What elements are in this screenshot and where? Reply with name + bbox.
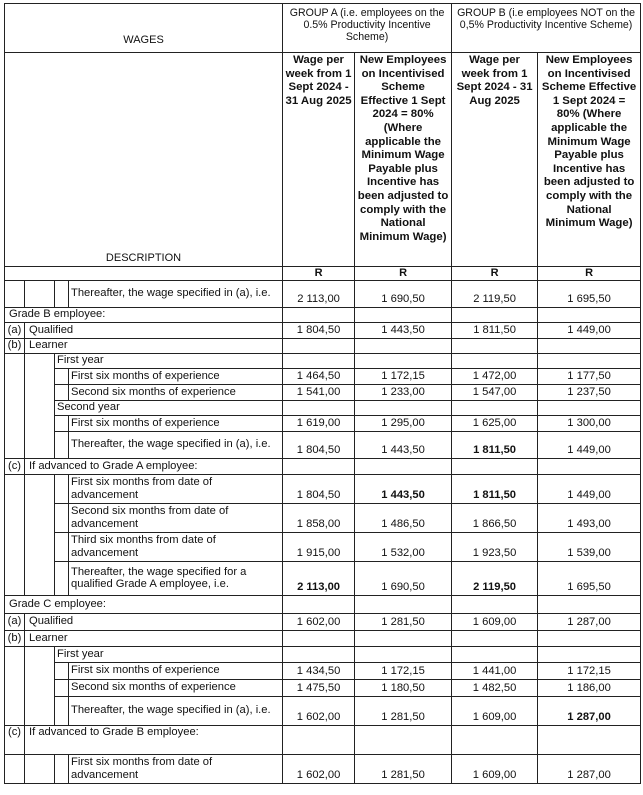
cell-value: 1 300,00 — [538, 415, 641, 431]
row-label: If advanced to Grade A employee: — [25, 458, 283, 474]
cell-value: 1 609,00 — [452, 754, 538, 783]
cell-value: 1 443,50 — [355, 431, 452, 458]
row-label: Thereafter, the wage specified in (a), i.e. — [69, 431, 283, 458]
cell-value: 1 695,50 — [538, 280, 641, 307]
cell-value: 1 547,00 — [452, 384, 538, 400]
cell-value: 1 915,00 — [283, 532, 355, 561]
table-row — [5, 431, 641, 458]
cell-value: 1 441,00 — [452, 662, 538, 679]
table-row — [5, 561, 641, 595]
cell-value: 1 619,00 — [283, 415, 355, 431]
cell-value: 1 858,00 — [283, 503, 355, 532]
row-label: Qualified — [25, 322, 283, 338]
cell-value: 1 295,00 — [355, 415, 452, 431]
cell-value: 1 625,00 — [452, 415, 538, 431]
cell-value: 2 113,00 — [283, 561, 355, 595]
cell-value: 1 475,50 — [283, 679, 355, 696]
table-row — [5, 679, 641, 696]
cell-value: 1 811,50 — [452, 431, 538, 458]
row-label: Qualified — [25, 613, 283, 630]
cell-value: 1 486,50 — [355, 503, 452, 532]
table-row — [5, 474, 641, 503]
row-label: Second six months of experience — [69, 384, 283, 400]
cell-value: 2 119,50 — [452, 561, 538, 595]
table-row — [5, 415, 641, 431]
cell-value: 1 609,00 — [452, 613, 538, 630]
row-label: First year — [55, 646, 283, 662]
table-row — [5, 662, 641, 679]
cell-value: 1 804,50 — [283, 431, 355, 458]
group-a-header: GROUP A (i.e. employees on the 0.5% Productivity Incentive Scheme) — [283, 4, 452, 53]
table-row — [5, 630, 641, 646]
cell-value: 1 541,00 — [283, 384, 355, 400]
cell-value: 1 539,00 — [538, 532, 641, 561]
group-b-wage-header: Wage per week from 1 Sept 2024 - 31 Aug 2025 — [452, 53, 538, 267]
cell-value: 1 690,50 — [355, 561, 452, 595]
row-label: Second year — [55, 400, 283, 415]
cell-value: 1 281,50 — [355, 613, 452, 630]
description-header: DESCRIPTION — [5, 53, 283, 267]
row-index: (c) — [5, 725, 25, 754]
currency-label: R — [452, 267, 538, 281]
row-label: Thereafter, the wage specified in (a), i.e. — [69, 280, 283, 307]
group-b-header: GROUP B (i.e employees NOT on the 0,5% Productivity Incentive Scheme) — [452, 4, 641, 53]
cell-value: 1 609,00 — [452, 696, 538, 725]
table-row — [5, 280, 641, 307]
cell-value: 1 811,50 — [452, 474, 538, 503]
cell-value: 1 434,50 — [283, 662, 355, 679]
table-row — [5, 725, 641, 754]
cell-value: 1 443,50 — [355, 322, 452, 338]
table-row — [5, 322, 641, 338]
cell-value: 1 449,00 — [538, 431, 641, 458]
row-label: Thereafter, the wage specified for a qualified Grade A employee, i.e. — [69, 561, 283, 595]
cell-value: 1 281,50 — [355, 696, 452, 725]
row-label: First six months from date of advancement — [69, 754, 283, 783]
cell-value: 1 186,00 — [538, 679, 641, 696]
row-index: (a) — [5, 613, 25, 630]
row-label: First six months of experience — [69, 368, 283, 384]
cell-value: 1 237,50 — [538, 384, 641, 400]
cell-value: 1 804,50 — [283, 474, 355, 503]
group-a-new-employees-header: New Employees on Incentivised Scheme Effective 1 Sept 2024 = 80% (Where applicable the Minimum Wage Payable plus Incentive has been adjusted to comply with the National Minimum Wage) — [355, 53, 452, 267]
cell-value: 1 493,00 — [538, 503, 641, 532]
table-row — [5, 646, 641, 662]
table-row — [5, 400, 641, 415]
group-b-new-employees-header: New Employees on Incentivised Scheme Effective 1 Sept 2024 = 80% (Where applicable the Minimum Wage Payable plus Incentive has been adjusted to comply with the National Minimum Wage) — [538, 53, 641, 267]
table-row — [5, 353, 641, 368]
row-index: (b) — [5, 338, 25, 353]
cell-value: 1 472,00 — [452, 368, 538, 384]
table-row — [5, 696, 641, 725]
section-heading-row — [5, 595, 641, 613]
cell-value: 1 449,00 — [538, 474, 641, 503]
table-row — [5, 613, 641, 630]
wage-table — [4, 3, 641, 784]
currency-label: R — [355, 267, 452, 281]
grade-b-heading: Grade B employee: — [5, 307, 283, 322]
row-label: Third six months from date of advancement — [69, 532, 283, 561]
row-label: First year — [55, 353, 283, 368]
cell-value: 1 449,00 — [538, 322, 641, 338]
table-row — [5, 503, 641, 532]
row-label: First six months from date of advancement — [69, 474, 283, 503]
table-row — [5, 532, 641, 561]
cell-value: 1 233,00 — [355, 384, 452, 400]
table-row — [5, 368, 641, 384]
cell-value: 1 177,50 — [538, 368, 641, 384]
row-label: Second six months of experience — [69, 679, 283, 696]
section-heading-row — [5, 307, 641, 322]
cell-value: 1 287,00 — [538, 613, 641, 630]
currency-row — [5, 267, 641, 281]
cell-value: 2 113,00 — [283, 280, 355, 307]
cell-value: 1 287,00 — [538, 754, 641, 783]
cell-value: 1 804,50 — [283, 322, 355, 338]
cell-value: 1 172,15 — [355, 368, 452, 384]
cell-value: 1 695,50 — [538, 561, 641, 595]
row-label: First six months of experience — [69, 415, 283, 431]
currency-label: R — [283, 267, 355, 281]
row-index: (b) — [5, 630, 25, 646]
table-row — [5, 754, 641, 783]
cell-value: 1 172,15 — [355, 662, 452, 679]
cell-value: 1 443,50 — [355, 474, 452, 503]
table-row — [5, 338, 641, 353]
cell-value: 1 690,50 — [355, 280, 452, 307]
cell-value: 1 287,00 — [538, 696, 641, 725]
row-index: (a) — [5, 322, 25, 338]
row-label: Learner — [25, 630, 283, 646]
cell-value: 1 281,50 — [355, 754, 452, 783]
row-label: Learner — [25, 338, 283, 353]
cell-value: 1 811,50 — [452, 322, 538, 338]
table-row — [5, 384, 641, 400]
cell-value: 1 172,15 — [538, 662, 641, 679]
row-label: First six months of experience — [69, 662, 283, 679]
cell-value: 1 180,50 — [355, 679, 452, 696]
row-label: If advanced to Grade B employee: — [25, 725, 283, 754]
cell-value: 1 923,50 — [452, 532, 538, 561]
cell-value: 1 602,00 — [283, 696, 355, 725]
cell-value: 1 464,50 — [283, 368, 355, 384]
row-index: (c) — [5, 458, 25, 474]
table-row — [5, 458, 641, 474]
group-a-wage-header: Wage per week from 1 Sept 2024 - 31 Aug 2025 — [283, 53, 355, 267]
row-label: Second six months from date of advancement — [69, 503, 283, 532]
cell-value: 1 482,50 — [452, 679, 538, 696]
cell-value: 1 602,00 — [283, 754, 355, 783]
cell-value: 1 602,00 — [283, 613, 355, 630]
currency-label: R — [538, 267, 641, 281]
row-label: Thereafter, the wage specified in (a), i.e. — [69, 696, 283, 725]
cell-value: 1 866,50 — [452, 503, 538, 532]
grade-c-heading: Grade C employee: — [5, 595, 283, 613]
wages-header: WAGES — [5, 4, 283, 53]
cell-value: 2 119,50 — [452, 280, 538, 307]
cell-value: 1 532,00 — [355, 532, 452, 561]
